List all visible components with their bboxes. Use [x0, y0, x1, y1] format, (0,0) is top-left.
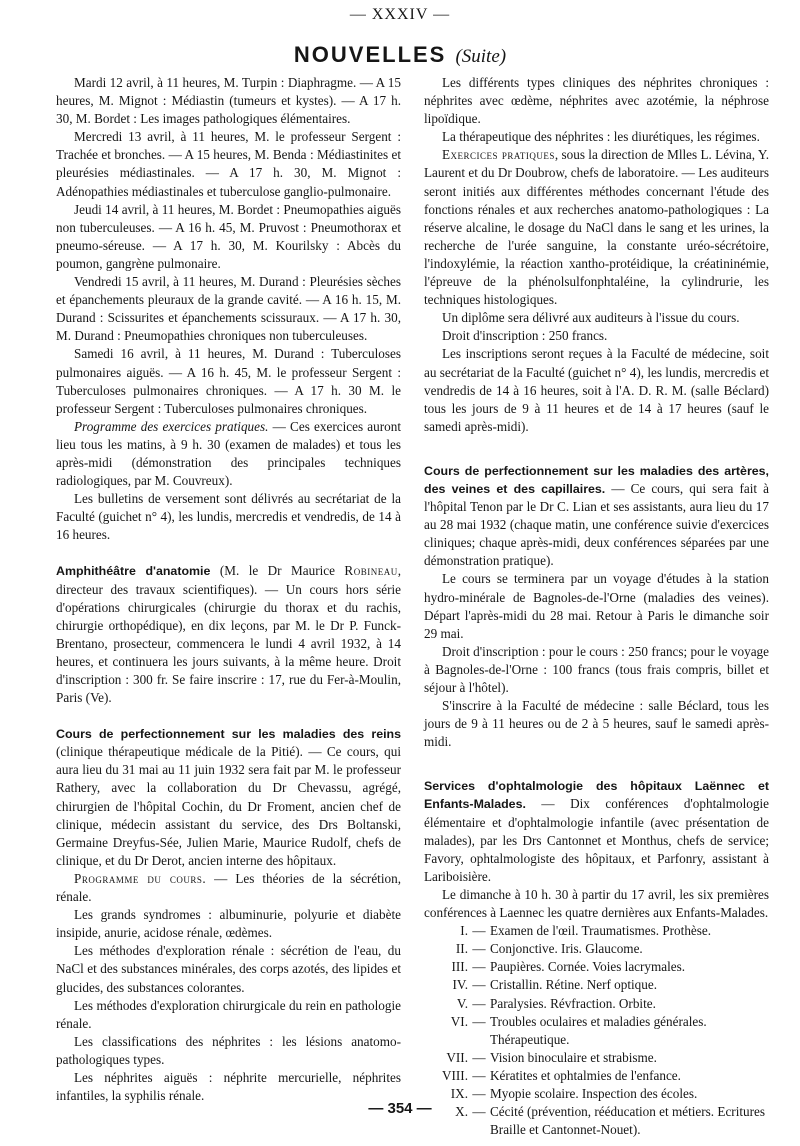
- list-item: IX. — Myopie scolaire. Inspection des écoles.: [424, 1085, 769, 1103]
- body-paragraph: Les méthodes d'exploration chirurgicale du rein en pathologie rénale.: [56, 997, 401, 1031]
- body-paragraph: S'inscrire à la Faculté de médecine : salle Béclard, tous les jours de 9 à 11 heures ou de 2 à 5 heures, sauf le samedi après-midi.: [424, 698, 769, 750]
- anatomie-text-a: (M. le Dr Maurice: [210, 563, 345, 579]
- lesson-number: II.: [455, 941, 468, 957]
- roman-page-number: — XXXIV —: [349, 6, 451, 23]
- exercices-text: , sous la direction de Mlles L. Lévina, Y. Laurent et du Dr Doubrow, chefs de laboratoire. — Les auditeurs seront initiés aux différentes méthodes concernant l'étude des fonctions rénales et aux recherches anatomo-pathologiques : La réserve alcaline, le dosage du NaCl dans le sang et les urines, la recherche de l'urée sanguine, la constante uréo-sécrétoire, l'indoxylémie, la réaction xantho-protéidique, la créatininémie, l'épreuve de la phénolsulfonphtaléine, la cylindrurie, les techniques histologiques.: [424, 147, 770, 308]
- page-number: — 354 —: [368, 1100, 432, 1117]
- body-paragraph: Un diplôme sera délivré aux auditeurs à l'issue du cours.: [442, 310, 740, 326]
- bulletins-paragraph: Les bulletins de versement sont délivrés au secrétariat de la Faculté (guichet n° 4), les lundis, mercredis et vendredis, de 14 à 16 heures.: [56, 491, 401, 543]
- schedule-paragraph: Jeudi 14 avril, à 11 heures, M. Bordet : Pneumopathies aiguës non tuberculeuses. — A 16 h. 45, M. Pruvost : Pneumothorax et pneumo-séreuse. — A 17 h. 30, M. Kourilsky : Abcès du poumon, gangrène pulmonaire.: [56, 201, 401, 271]
- reins-notice: [56, 725, 401, 870]
- list-item: III. — Paupières. Cornée. Voies lacrymales.: [424, 958, 769, 976]
- body-paragraph: Les classifications des néphrites : les lésions anatomo-pathologiques types.: [56, 1033, 401, 1067]
- lesson-title: Conjonctive. Iris. Glaucome.: [490, 941, 643, 957]
- list-item: VII. — Vision binoculaire et strabisme.: [424, 1049, 769, 1067]
- anatomie-notice: [56, 562, 401, 707]
- list-item: I. — Examen de l'œil. Traumatismes. Prothèse.: [424, 922, 769, 940]
- lesson-number: IV.: [452, 977, 468, 993]
- lesson-title: Cécité (prévention, rééducation et métiers. Ecritures Braille et Cantonnet-Nouet).: [490, 1104, 765, 1138]
- body-paragraph: Les grands syndromes : albuminurie, polyurie et diabète insipide, anurie, acidose rénale, œdèmes.: [56, 907, 401, 941]
- programme-paragraph: [56, 418, 401, 490]
- anatomie-text-b: , directeur des travaux scientifiques). — Un cours hors série d'opérations chirurgicales (chirurgie du thorax et du rachis, chirurgie orthopédique), en dix leçons, par M. le Dr P. Funck-Brentano, prosecteur, commencera le lundi 4 avril 1932, à 14 heures, et continuera les jours suivants, à la même heure. Droit d'inscription : 300 fr. Se faire inscrire : 17, rue du Fer-à-Moulin, Paris (Ve).: [56, 563, 402, 706]
- programme-cours-text: — Les théories de la sécrétion, rénale.: [56, 870, 401, 905]
- ophta-heading: Services d'ophtalmologie des hôpitaux Laënnec et Enfants-Malades.: [424, 779, 769, 812]
- programme-label: Programme des exercices pratiques.: [74, 418, 269, 434]
- body-paragraph: Le cours se terminera par un voyage d'études à la station hydro-minérale de Bagnoles-de-l'Orne (maladies des veines). Départ l'après-midi du 28 mai. Retour à Paris le dimanche soir 29 mai.: [424, 571, 769, 641]
- list-item: VI. — Troubles oculaires et maladies générales. Thérapeutique.: [424, 1013, 769, 1049]
- section-title: [0, 42, 800, 70]
- lesson-number: IX.: [450, 1085, 468, 1101]
- lesson-number: VII.: [446, 1049, 468, 1065]
- arteres-heading: Cours de perfectionnement sur les maladies des artères, des veines et des capillaires.: [424, 463, 769, 496]
- lesson-number: V.: [456, 995, 468, 1011]
- schedule-paragraph: Samedi 16 avril, à 11 heures, M. Durand : Tuberculoses pulmonaires aiguës. — A 16 h. 45, M. le professeur Sergent : Tuberculoses pulmonaires chroniques. — A 17 h. 30 M. le professeur Sergent : Tuberculoses pulmonaires chroniques.: [56, 346, 401, 416]
- right-column: [424, 74, 769, 1139]
- lesson-title: Troubles oculaires et maladies générales. Thérapeutique.: [490, 1013, 707, 1047]
- schedule-paragraph: Vendredi 15 avril, à 11 heures, M. Durand : Pleurésies sèches et épanchements pleuraux de la grande cavité. — A 16 h. 15, M. Durand : Scissurites et épanchements scissuraux. — A 17 h. 30, M. Durand : Pneumopathies chroniques non tuberculeuses.: [56, 274, 401, 344]
- lesson-title: Paralysies. Révfraction. Orbite.: [490, 995, 656, 1011]
- lesson-number: X.: [455, 1104, 468, 1120]
- body-paragraph: Les différents types cliniques des néphrites chroniques : néphrites avec œdème, néphrites avec azotémie, la néphrose lipoïdique.: [424, 75, 769, 127]
- lesson-title: Kératites et ophtalmies de l'enfance.: [490, 1067, 681, 1083]
- ophta-intro: Le dimanche à 10 h. 30 à partir du 17 avril, les six premières conférences à Laennec les quatre dernières aux Enfants-Malades.: [424, 886, 769, 921]
- reins-text: (clinique thérapeutique médicale de la Pitié). — Ce cours, qui aura lieu du 31 mai au 11 juin 1932 sera fait par M. le professeur Rathery, avec la collaboration du Dr Chevassu, agrégé, chirurgien de l'hôpital Cochin, du Dr Froment, ancien chef de clinique, médecin assistant du service, des Drs Boltanski, Germaine Dreyfus-Sée, Julien Marie, Maurice Rudolf, chefs de clinique, et du Dr Derot, ancien interne des hôpitaux.: [56, 744, 401, 868]
- anatomie-name: Robineau: [344, 563, 398, 579]
- lesson-number: III.: [451, 959, 468, 975]
- title-suffix: (Suite): [455, 46, 507, 67]
- lesson-title: Cristallin. Rétine. Nerf optique.: [490, 977, 658, 993]
- arteres-text: — Ce cours, qui sera fait à l'hôpital Tenon par le Dr C. Lian et ses assistants, aura lieu du 17 au 28 mai 1932 (chaque matin, une conférence suivie d'exercices cliniques; chaque après-midi, deux conférences séparées par une démonstration pratique).: [424, 480, 769, 569]
- exercices-label: Exercices pratiques: [442, 147, 555, 163]
- arteres-notice: [424, 462, 769, 571]
- schedule-paragraph: Mercredi 13 avril, à 11 heures, M. le professeur Sergent : Trachée et bronches. — A 15 heures, M. Benda : Médiastinites et pleurésies médiastinales. — A 17 h. 30, M. Mignot : Adénopathies médiastinales et tuberculose ganglio-pulmonaire.: [56, 129, 401, 199]
- anatomie-heading: Amphithéâtre d'anatomie: [56, 564, 211, 579]
- programme-text: — Ces exercices auront lieu tous les matins, à 9 h. 30 (examen de malades) et tous les après-midi (démonstration des principales techniques radiologiques, par M. Couvreux).: [56, 418, 401, 489]
- body-paragraph: Droit d'inscription : 250 francs.: [442, 328, 608, 344]
- lesson-title: Myopie scolaire. Inspection des écoles.: [490, 1085, 698, 1101]
- lesson-title: Vision binoculaire et strabisme.: [490, 1049, 657, 1065]
- body-paragraph: Les néphrites aiguës : néphrite mercurielle, néphrites infantiles, la syphilis rénale.: [56, 1069, 401, 1104]
- exercices-paragraph: [424, 146, 769, 309]
- lesson-number: I.: [460, 923, 468, 939]
- body-paragraph: Les méthodes d'exploration rénale : sécrétion de l'eau, du NaCl et des substances minérales, des corps azotés, des lipides et glucides, des substances colorantes.: [56, 943, 401, 995]
- body-paragraph: La thérapeutique des néphrites : les diurétiques, les régimes.: [442, 129, 760, 145]
- reins-heading: Cours de perfectionnement sur les maladies des reins: [56, 727, 401, 742]
- ophta-notice: [424, 777, 769, 886]
- lesson-title: Paupières. Cornée. Voies lacrymales.: [490, 959, 686, 975]
- left-column: [56, 74, 401, 1105]
- lesson-number: VI.: [450, 1013, 468, 1029]
- list-item: X. — Cécité (prévention, rééducation et métiers. Ecritures Braille et Cantonnet-Nouet).: [424, 1103, 769, 1139]
- title-text: NOUVELLES: [293, 42, 447, 67]
- list-item: II. — Conjonctive. Iris. Glaucome.: [424, 940, 769, 958]
- ophta-text: — Dix conférences d'ophtalmologie élémentaire et d'ophtalmologie infantile (avec présentation de malades), par les Drs Cantonnet et Monthus, chefs de service; Favory, ophtalmologiste des hôpitaux, et Parfonry, assistant à Lariboisière.: [424, 796, 769, 884]
- list-item: V. — Paralysies. Révfraction. Orbite.: [424, 995, 769, 1013]
- lesson-number: VIII.: [442, 1067, 468, 1083]
- programme-cours: [56, 870, 401, 906]
- schedule-paragraph: Mardi 12 avril, à 11 heures, M. Turpin : Diaphragme. — A 15 heures, M. Mignot : Médiastin (tumeurs et kystes). — A 17 h. 30, M. Bordet : Les images pathologiques élémentaires.: [56, 75, 401, 127]
- body-paragraph: Droit d'inscription : pour le cours : 250 francs; pour le voyage à Bagnoles-de-l'Orne : 100 francs (tous frais compris, billet et séjour à l'hôtel).: [424, 643, 769, 695]
- list-item: IV. — Cristallin. Rétine. Nerf optique.: [424, 976, 769, 994]
- list-item: VIII. — Kératites et ophtalmies de l'enfance.: [424, 1067, 769, 1085]
- body-paragraph: Les inscriptions seront reçues à la Faculté de médecine, soit au secrétariat de la Faculté (guichet n° 4), les lundis, mercredis et vendredis de 14 à 16 heures, soit à l'A. D. R. M. (salle Béclard) tous les jours de 9 à 11 heures et de 14 à 17 heures (sauf le samedi après-midi).: [424, 346, 769, 434]
- programme-cours-label: Programme du cours.: [74, 870, 207, 886]
- lesson-title: Examen de l'œil. Traumatismes. Prothèse.: [490, 923, 712, 939]
